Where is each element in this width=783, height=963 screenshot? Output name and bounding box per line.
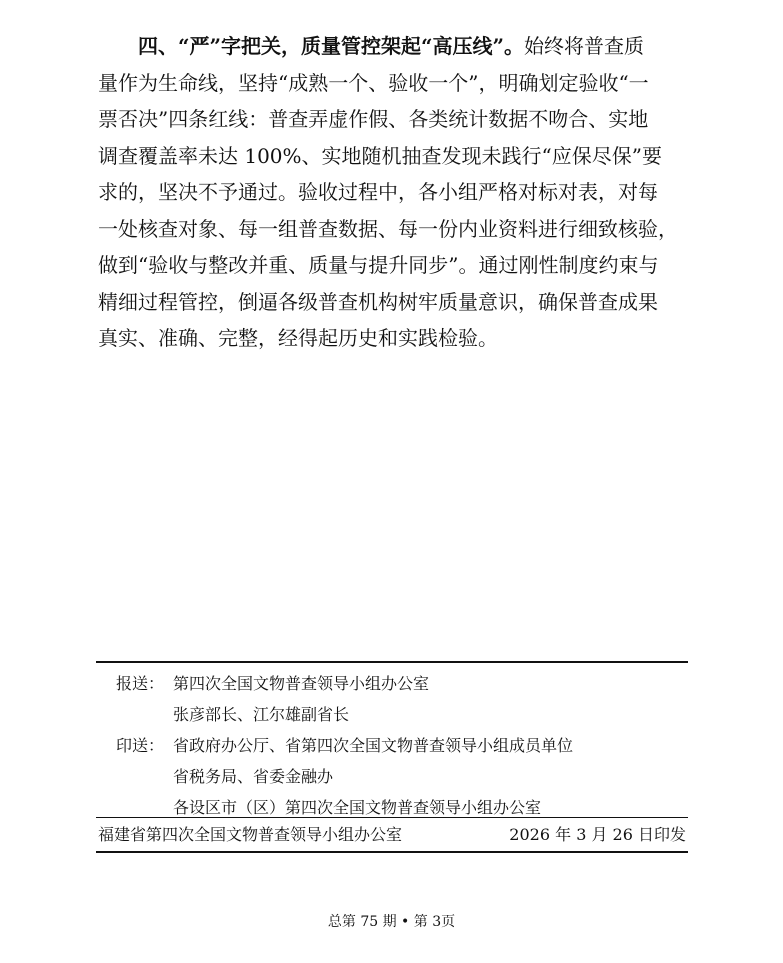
paragraph-line-3: 票否决”四条红线：普查弄虚作假、各类统计数据不吻合、实地 bbox=[98, 107, 649, 131]
copy-row-1 bbox=[98, 730, 688, 761]
report-recipient: 第四次全国文物普查领导小组办公室 bbox=[173, 674, 430, 693]
issuer-bottom-rule bbox=[96, 851, 688, 853]
report-row-1 bbox=[98, 668, 688, 699]
issue-date: 2026 年 3 月 26 日印发 bbox=[509, 825, 686, 844]
copy-label: 印送： bbox=[116, 736, 165, 755]
paragraph-line-1 bbox=[98, 28, 698, 65]
report-row-2 bbox=[98, 699, 688, 730]
section-heading: 四、“严”字把关，质量管控架起“高压线”。 bbox=[138, 34, 525, 58]
body-paragraph bbox=[98, 28, 698, 357]
paragraph-line-5: 求的，坚决不予通过。验收过程中，各小组严格对标对表，对每 bbox=[98, 180, 658, 204]
copy-recipient: 省税务局、省委金融办 bbox=[173, 767, 334, 786]
issuer-name: 福建省第四次全国文物普查领导小组办公室 bbox=[98, 825, 403, 844]
paragraph-line-8: 精细过程管控，倒逼各级普查机构树牢质量意识，确保普查成果 bbox=[98, 289, 658, 314]
page-footer: 总第 75 期 • 第 3页 bbox=[327, 914, 456, 930]
paragraph-line-4: 调查覆盖率未达 100%、实地随机抽查发现未践行“应保尽保”要 bbox=[98, 143, 662, 168]
report-label: 报送： bbox=[116, 674, 165, 693]
paragraph-line-9: 真实、准确、完整，经得起历史和实践检验。 bbox=[98, 326, 498, 350]
paragraph-line-2: 量作为生命线，坚持“成熟一个、验收一个”，明确划定验收“一 bbox=[98, 70, 649, 95]
paragraph-text: 始终将普查质 bbox=[524, 34, 645, 58]
paragraph-line-6: 一处核查对象、每一组普查数据、每一份内业资料进行细致核验， bbox=[98, 216, 678, 241]
issuer-row bbox=[98, 818, 688, 852]
copy-row-2 bbox=[98, 761, 688, 792]
distribution-top-rule bbox=[96, 661, 688, 663]
copy-recipient: 各设区市（区）第四次全国文物普查领导小组办公室 bbox=[173, 798, 542, 817]
distribution-block bbox=[98, 668, 688, 823]
paragraph-line-7: 做到“验收与整改并重、质量与提升同步”。通过刚性制度约束与 bbox=[98, 253, 659, 277]
copy-recipient: 省政府办公厅、省第四次全国文物普查领导小组成员单位 bbox=[173, 736, 574, 755]
report-recipient: 张彦部长、江尔雄副省长 bbox=[173, 705, 350, 724]
